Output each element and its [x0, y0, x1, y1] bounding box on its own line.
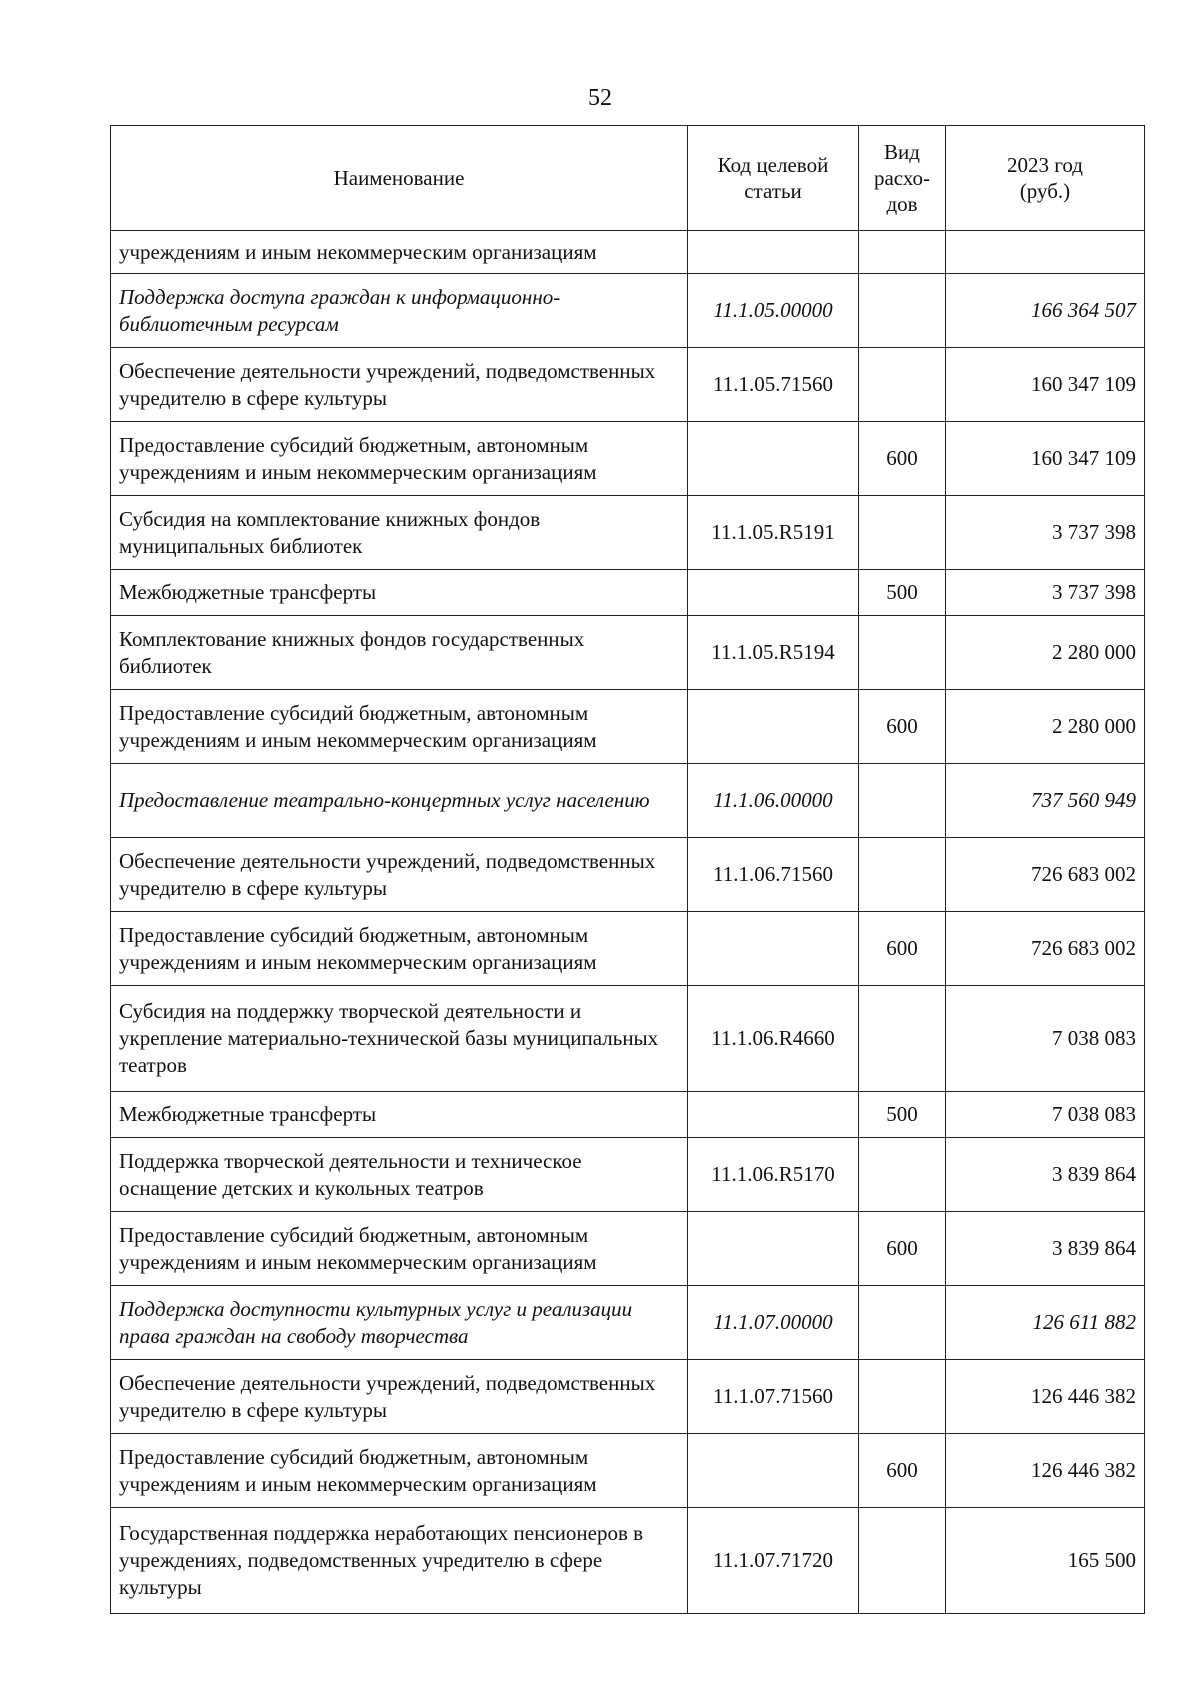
table-row: [111, 912, 1145, 986]
row-name: Обеспечение деятельности учреждений, подведомственных учредителю в сфере культуры: [111, 1360, 688, 1434]
row-amount: 726 683 002: [946, 912, 1145, 986]
row-kind: [859, 764, 946, 838]
row-kind: [859, 348, 946, 422]
row-amount: 165 500: [946, 1508, 1145, 1614]
row-code: [688, 231, 859, 274]
row-code: 11.1.05.R5194: [688, 616, 859, 690]
table-row: [111, 274, 1145, 348]
table-row: [111, 231, 1145, 274]
row-kind: 600: [859, 1212, 946, 1286]
row-kind: [859, 274, 946, 348]
row-code: 11.1.07.00000: [688, 1286, 859, 1360]
header-kind: [859, 126, 946, 231]
row-code: 11.1.05.R5191: [688, 496, 859, 570]
row-name: Государственная поддержка неработающих пенсионеров в учреждениях, подведомственных учредителю в сфере культуры: [111, 1508, 688, 1614]
row-kind: [859, 616, 946, 690]
row-amount: 3 839 864: [946, 1138, 1145, 1212]
row-name: Субсидия на комплектование книжных фондов муниципальных библиотек: [111, 496, 688, 570]
row-code: 11.1.06.R4660: [688, 986, 859, 1092]
header-amount-text: 2023 год (руб.): [1007, 153, 1083, 203]
row-amount: 160 347 109: [946, 422, 1145, 496]
row-kind: 600: [859, 1434, 946, 1508]
row-kind: [859, 496, 946, 570]
row-amount: 166 364 507: [946, 274, 1145, 348]
table-row: [111, 616, 1145, 690]
row-name: Предоставление театрально-концертных услуг населению: [111, 764, 688, 838]
row-code: [688, 1092, 859, 1138]
row-amount: 737 560 949: [946, 764, 1145, 838]
row-amount: 126 446 382: [946, 1434, 1145, 1508]
row-amount: [946, 231, 1145, 274]
row-kind: 600: [859, 690, 946, 764]
header-code-text: Код целевой статьи: [717, 153, 829, 203]
row-name: Предоставление субсидий бюджетным, автономным учреждениям и иным некоммерческим организациям: [111, 912, 688, 986]
row-name: Поддержка доступности культурных услуг и реализации права граждан на свободу творчества: [111, 1286, 688, 1360]
row-amount: 3 737 398: [946, 570, 1145, 616]
table-row: [111, 986, 1145, 1092]
row-kind: 600: [859, 912, 946, 986]
row-kind: 600: [859, 422, 946, 496]
row-amount: 726 683 002: [946, 838, 1145, 912]
header-amount: [946, 126, 1145, 231]
row-amount: 160 347 109: [946, 348, 1145, 422]
row-code: [688, 1434, 859, 1508]
row-code: [688, 912, 859, 986]
page-number: 52: [588, 85, 612, 111]
row-kind: [859, 1286, 946, 1360]
row-code: [688, 690, 859, 764]
row-kind: 500: [859, 1092, 946, 1138]
budget-table: [110, 125, 1145, 1614]
table-row: [111, 348, 1145, 422]
row-name: Субсидия на поддержку творческой деятельности и укрепление материально-технической базы муниципальных театров: [111, 986, 688, 1092]
header-kind-text: Вид расхо-дов: [873, 140, 931, 216]
table-row: [111, 764, 1145, 838]
row-kind: 500: [859, 570, 946, 616]
row-kind: [859, 1360, 946, 1434]
row-amount: 2 280 000: [946, 616, 1145, 690]
row-code: [688, 570, 859, 616]
row-kind: [859, 231, 946, 274]
row-code: 11.1.07.71720: [688, 1508, 859, 1614]
table-row: [111, 1092, 1145, 1138]
row-code: 11.1.06.00000: [688, 764, 859, 838]
row-code: 11.1.05.71560: [688, 348, 859, 422]
table-row: [111, 1138, 1145, 1212]
row-code: [688, 422, 859, 496]
table-row: [111, 496, 1145, 570]
row-code: [688, 1212, 859, 1286]
row-code: 11.1.06.R5170: [688, 1138, 859, 1212]
row-name: Межбюджетные трансферты: [111, 570, 688, 616]
table-row: [111, 422, 1145, 496]
row-name: Межбюджетные трансферты: [111, 1092, 688, 1138]
row-amount: 7 038 083: [946, 1092, 1145, 1138]
row-name: Комплектование книжных фондов государственных библиотек: [111, 616, 688, 690]
row-name: Предоставление субсидий бюджетным, автономным учреждениям и иным некоммерческим организациям: [111, 1212, 688, 1286]
table-row: [111, 690, 1145, 764]
row-kind: [859, 986, 946, 1092]
table-row: [111, 1286, 1145, 1360]
table-row: [111, 1508, 1145, 1614]
row-amount: 126 611 882: [946, 1286, 1145, 1360]
row-amount: 126 446 382: [946, 1360, 1145, 1434]
row-code: 11.1.07.71560: [688, 1360, 859, 1434]
row-code: 11.1.05.00000: [688, 274, 859, 348]
row-amount: 3 737 398: [946, 496, 1145, 570]
row-name: учреждениям и иным некоммерческим организациям: [111, 231, 688, 274]
row-name: Предоставление субсидий бюджетным, автономным учреждениям и иным некоммерческим организациям: [111, 422, 688, 496]
row-name: Поддержка творческой деятельности и техническое оснащение детских и кукольных театров: [111, 1138, 688, 1212]
table-row: [111, 1434, 1145, 1508]
row-name: Предоставление субсидий бюджетным, автономным учреждениям и иным некоммерческим организациям: [111, 690, 688, 764]
table-row: [111, 570, 1145, 616]
table-row: [111, 1360, 1145, 1434]
row-amount: 2 280 000: [946, 690, 1145, 764]
header-code: [688, 126, 859, 231]
table-row: [111, 838, 1145, 912]
row-name: Обеспечение деятельности учреждений, подведомственных учредителю в сфере культуры: [111, 348, 688, 422]
table-row: [111, 1212, 1145, 1286]
row-kind: [859, 838, 946, 912]
row-name: Поддержка доступа граждан к информационно-библиотечным ресурсам: [111, 274, 688, 348]
row-name: Предоставление субсидий бюджетным, автономным учреждениям и иным некоммерческим организациям: [111, 1434, 688, 1508]
row-amount: 3 839 864: [946, 1212, 1145, 1286]
header-name: Наименование: [111, 126, 688, 231]
row-kind: [859, 1508, 946, 1614]
row-kind: [859, 1138, 946, 1212]
row-amount: 7 038 083: [946, 986, 1145, 1092]
row-name: Обеспечение деятельности учреждений, подведомственных учредителю в сфере культуры: [111, 838, 688, 912]
table-header-row: [111, 126, 1145, 231]
row-code: 11.1.06.71560: [688, 838, 859, 912]
